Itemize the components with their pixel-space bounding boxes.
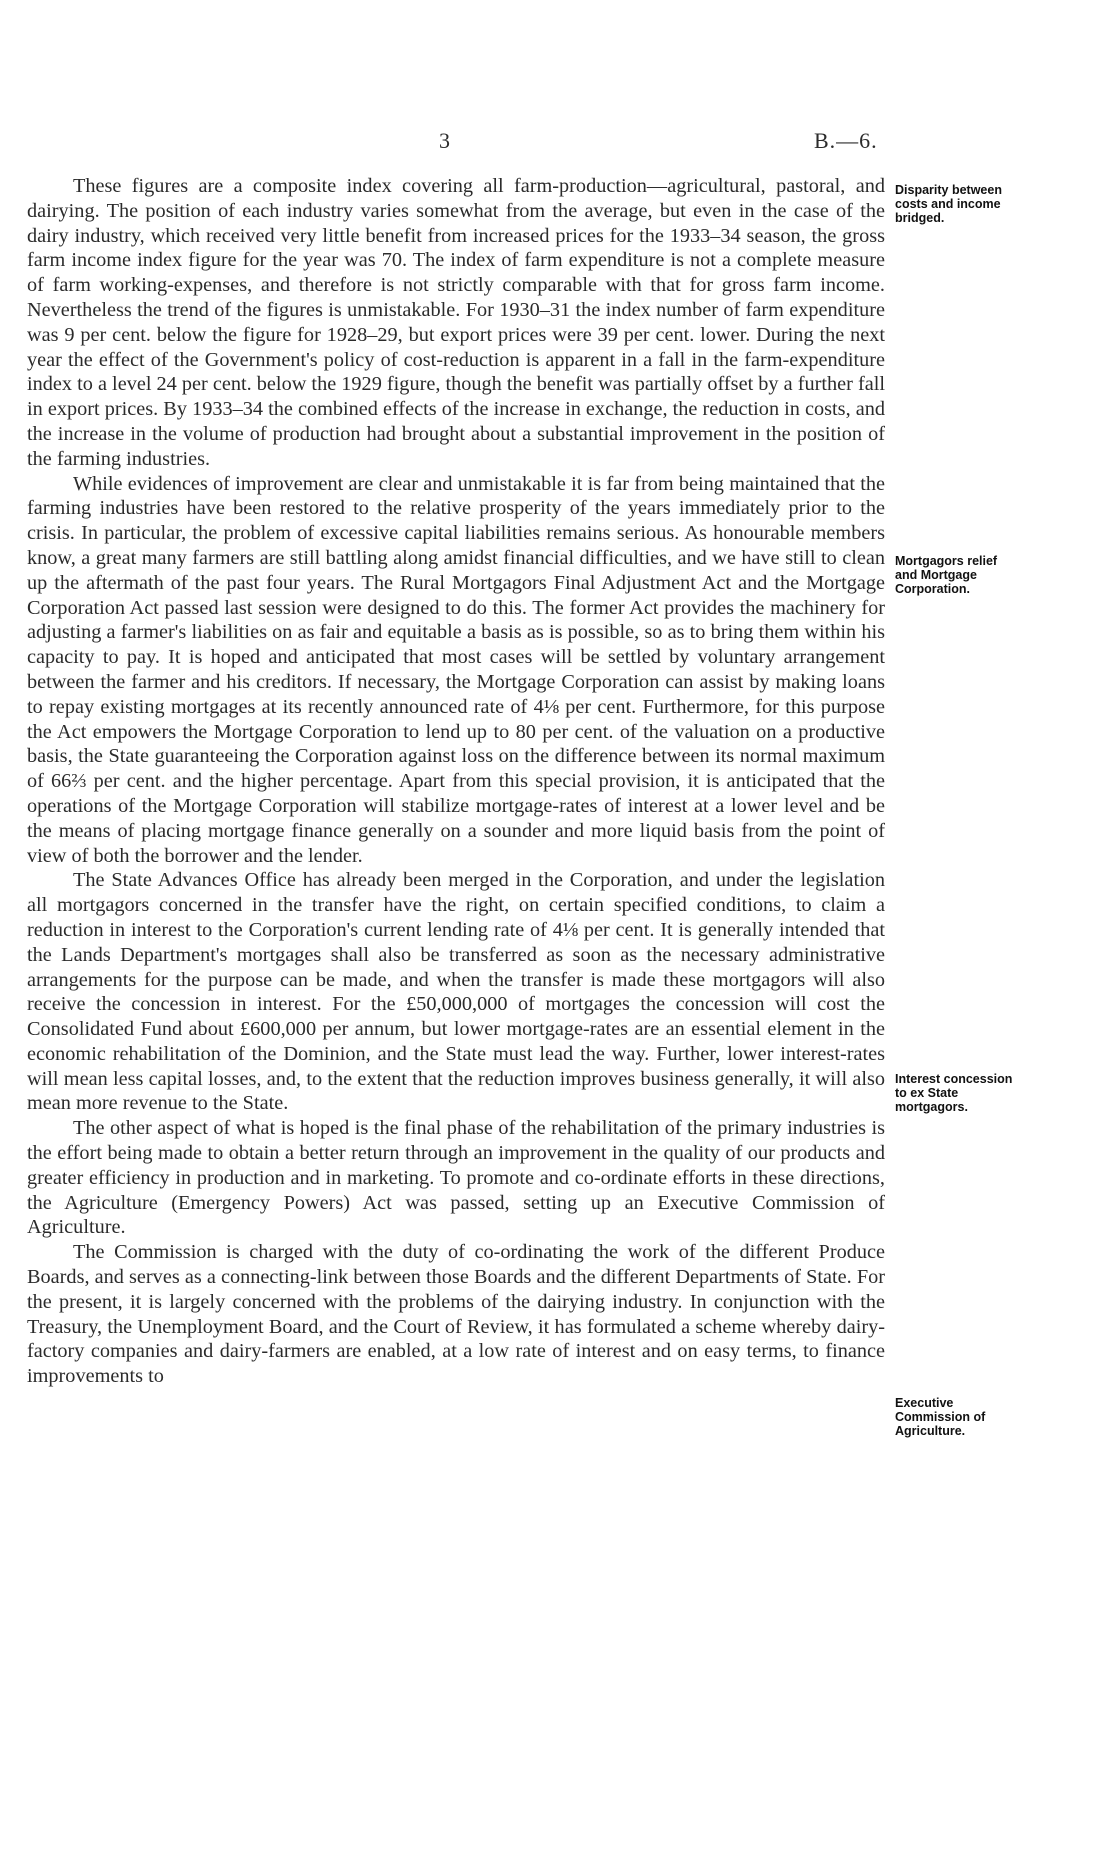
margin-note-interest-concession: Interest concession to ex State mortgagors. (895, 1072, 1013, 1114)
paragraph-rehabilitation: The other aspect of what is hoped is the final phase of the rehabilitation of the primary industries is the effort being made to obtain a better return through an improvement in the quality of our products and greater efficiency in production and in marketing. To promote and co-ordinate efforts in these directions, the Agriculture (Emergency Powers) Act was passed, setting up an Executive Commission of Agriculture. (27, 1117, 885, 1239)
paragraph-mortgagors-relief: While evidences of improvement are clear and unmistakable it is far from being maintained that the farming industries have been restored to the relative prosperity of the years immediately prior to the crisis. In particular, the problem of excessive capital liabilities remains serious. As honourable members know, a great many farmers are still battling along amidst financial difficulties, and we have still to clean up the aftermath of the past four years. The Rural Mortgagors Final Adjustment Act and the Mortgage Corporation Act passed last session were designed to do this. The former Act provides the machinery for adjusting a farmer's liabilities on as fair and equitable a basis as is possible, so as to bring them within his capacity to pay. It is hoped and anticipated that most cases will be settled by voluntary arrangement between the farmer and his creditors. If necessary, the Mortgage Corporation can assist by making loans to repay existing mortgages at its recently announced rate of 4⅛ per cent. Furthermore, for this purpose the Act empowers the Mortgage Corporation to lend up to 80 per cent. of the valuation on a productive basis, the State guaranteeing the Corporation against loss on the difference between its normal maximum of 66⅔ per cent. and the higher percentage. Apart from this special provision, it is anticipated that the operations of the Mortgage Corporation will stabilize mortgage-rates of interest at a lower level and be the means of placing mortgage finance generally on a sounder and more liquid basis from the point of view of both the borrower and the lender. (27, 472, 885, 867)
document-reference: B.—6. (814, 128, 878, 153)
paragraph-farm-index: These figures are a composite index covering all farm-production—agricultural, pastoral, and dairying. The position of each industry varies somewhat from the average, but even in the case of the dairy industry, which received very little benefit from increased prices for the 1933–34 season, the gross farm income index figure for the year was 70. The index of farm expenditure is not a complete measure of farm working-expenses, and therefore is not strictly comparable with that for gross farm income. Nevertheless the trend of the figures is unmistakable. For 1930–31 the index number of farm expenditure was 9 per cent. below the figure for 1928–29, but export prices were 39 per cent. lower. During the next year the effect of the Government's policy of cost-reduction is apparent in a fall in the farm-expenditure index to a level 24 per cent. below the 1929 figure, though the benefit was partially offset by a further fall in export prices. By 1933–34 the combined effects of the increase in exchange, the reduction in costs, and the increase in the volume of production had brought about a substantial improvement in the position of the farming industries. (27, 175, 885, 470)
paragraph-commission: The Commission is charged with the duty of co-ordinating the work of the different Produce Boards, and serves as a connecting-link between those Boards and the different Departments of State. For the present, it is largely concerned with the problems of the dairying industry. In conjunction with the Treasury, the Unemployment Board, and the Court of Review, it has formulated a scheme whereby dairy-factory companies and dairy-farmers are enabled, at a low rate of interest and on easy terms, to finance improvements to (27, 1241, 885, 1388)
body-text (27, 174, 885, 1389)
margin-note-mortgagors-relief: Mortgagors relief and Mortgage Corporation. (895, 554, 998, 596)
page-number: 3 (439, 128, 450, 153)
paragraph-state-advances: The State Advances Office has already been merged in the Corporation, and under the legislation all mortgagors concerned in the transfer have the right, on certain specified conditions, to claim a reduction in interest to the Corporation's current lending rate of 4⅛ per cent. It is generally intended that the Lands Department's mortgages shall also be transferred as soon as the necessary administrative arrangements for the purpose can be made, and when the transfer is made these mortgagors will also receive the concession in interest. For the £50,000,000 of mortgages the concession will cost the Consolidated Fund about £600,000 per annum, but lower mortgage-rates are an essential element in the economic rehabilitation of the Dominion, and the State must lead the way. Further, lower interest-rates will mean less capital losses, and, to the extent that the reduction improves business generally, it will also mean more revenue to the State. (27, 869, 885, 1115)
margin-note-disparity: Disparity between costs and income bridged. (895, 183, 1002, 225)
margin-note-executive-commission: Executive Commission of Agriculture. (895, 1396, 986, 1438)
